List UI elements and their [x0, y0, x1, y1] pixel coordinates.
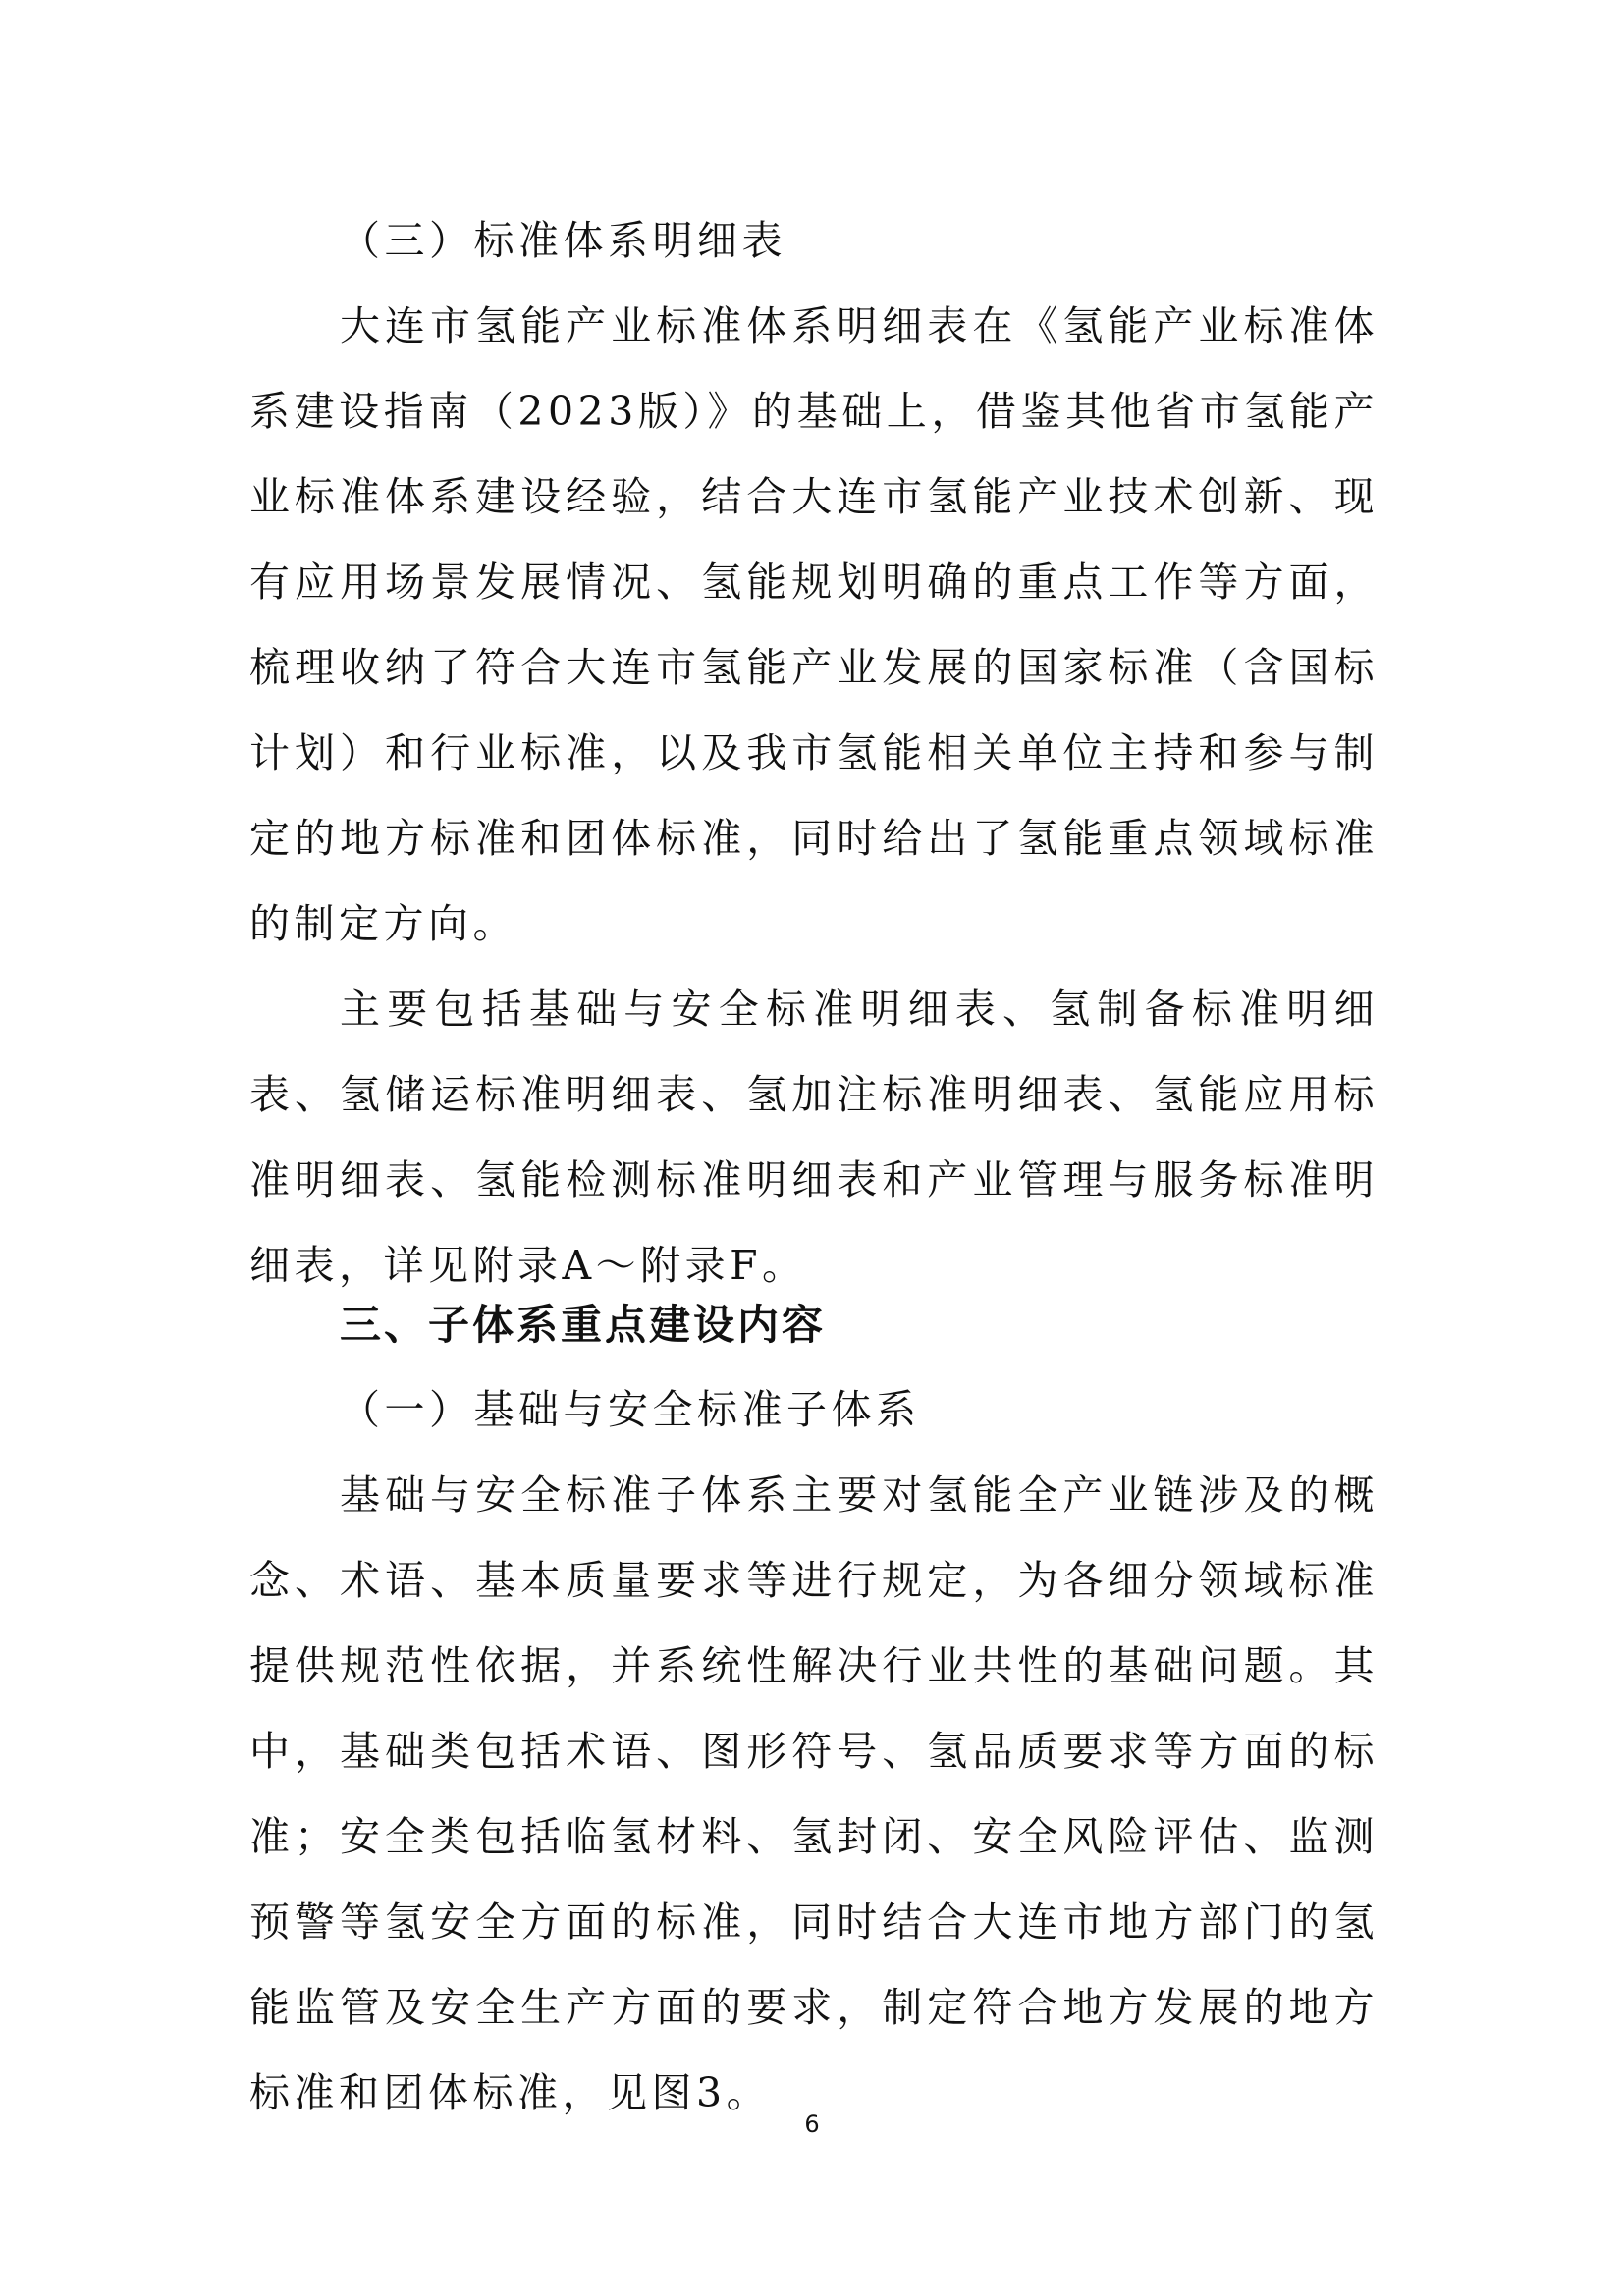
section-heading-subsystem-content: 三、子体系重点建设内容	[340, 1301, 827, 1349]
paragraph-standards-detail-intro: 大连市氢能产业标准体系明细表在《氢能产业标准体系建设指南（2023版）》的基础上，借鉴其他省市氢能产业标准体系建设经验，结合大连市氢能产业技术创新、现有应用场景发展情况、氢能规划明确的重点工作等方面，梳理收纳了符合大连市氢能产业发展的国家标准（含国标计划）和行业标准，以及我市氢能相关单位主持和参与制定的地方标准和团体标准，同时给出了氢能重点领域标准的制定方向。	[249, 302, 1379, 947]
paragraph-standards-detail-list: 主要包括基础与安全标准明细表、氢制备标准明细表、氢储运标准明细表、氢加注标准明细表、氢能应用标准明细表、氢能检测标准明细表和产业管理与服务标准明细表，详见附录A～附录F。	[249, 986, 1379, 1289]
section-3-block	[249, 1282, 1379, 2136]
page-number: 6	[804, 2110, 820, 2138]
subsection-heading-standards-detail: （三）标准体系明细表	[340, 217, 786, 264]
paragraph-basic-safety: 基础与安全标准子体系主要对氢能全产业链涉及的概念、术语、基本质量要求等进行规定，为各细分领域标准提供规范性依据，并系统性解决行业共性的基础问题。其中，基础类包括术语、图形符号、氢品质要求等方面的标准；安全类包括临氢材料、氢封闭、安全风险评估、监测预警等氢安全方面的标准，同时结合大连市地方部门的氢能监管及安全生产方面的要求，制定符合地方发展的地方标准和团体标准，见图3。	[249, 1471, 1379, 2116]
subsection-3-block	[249, 198, 1379, 1308]
subsection-heading-basic-safety: （一）基础与安全标准子体系	[340, 1386, 921, 1433]
